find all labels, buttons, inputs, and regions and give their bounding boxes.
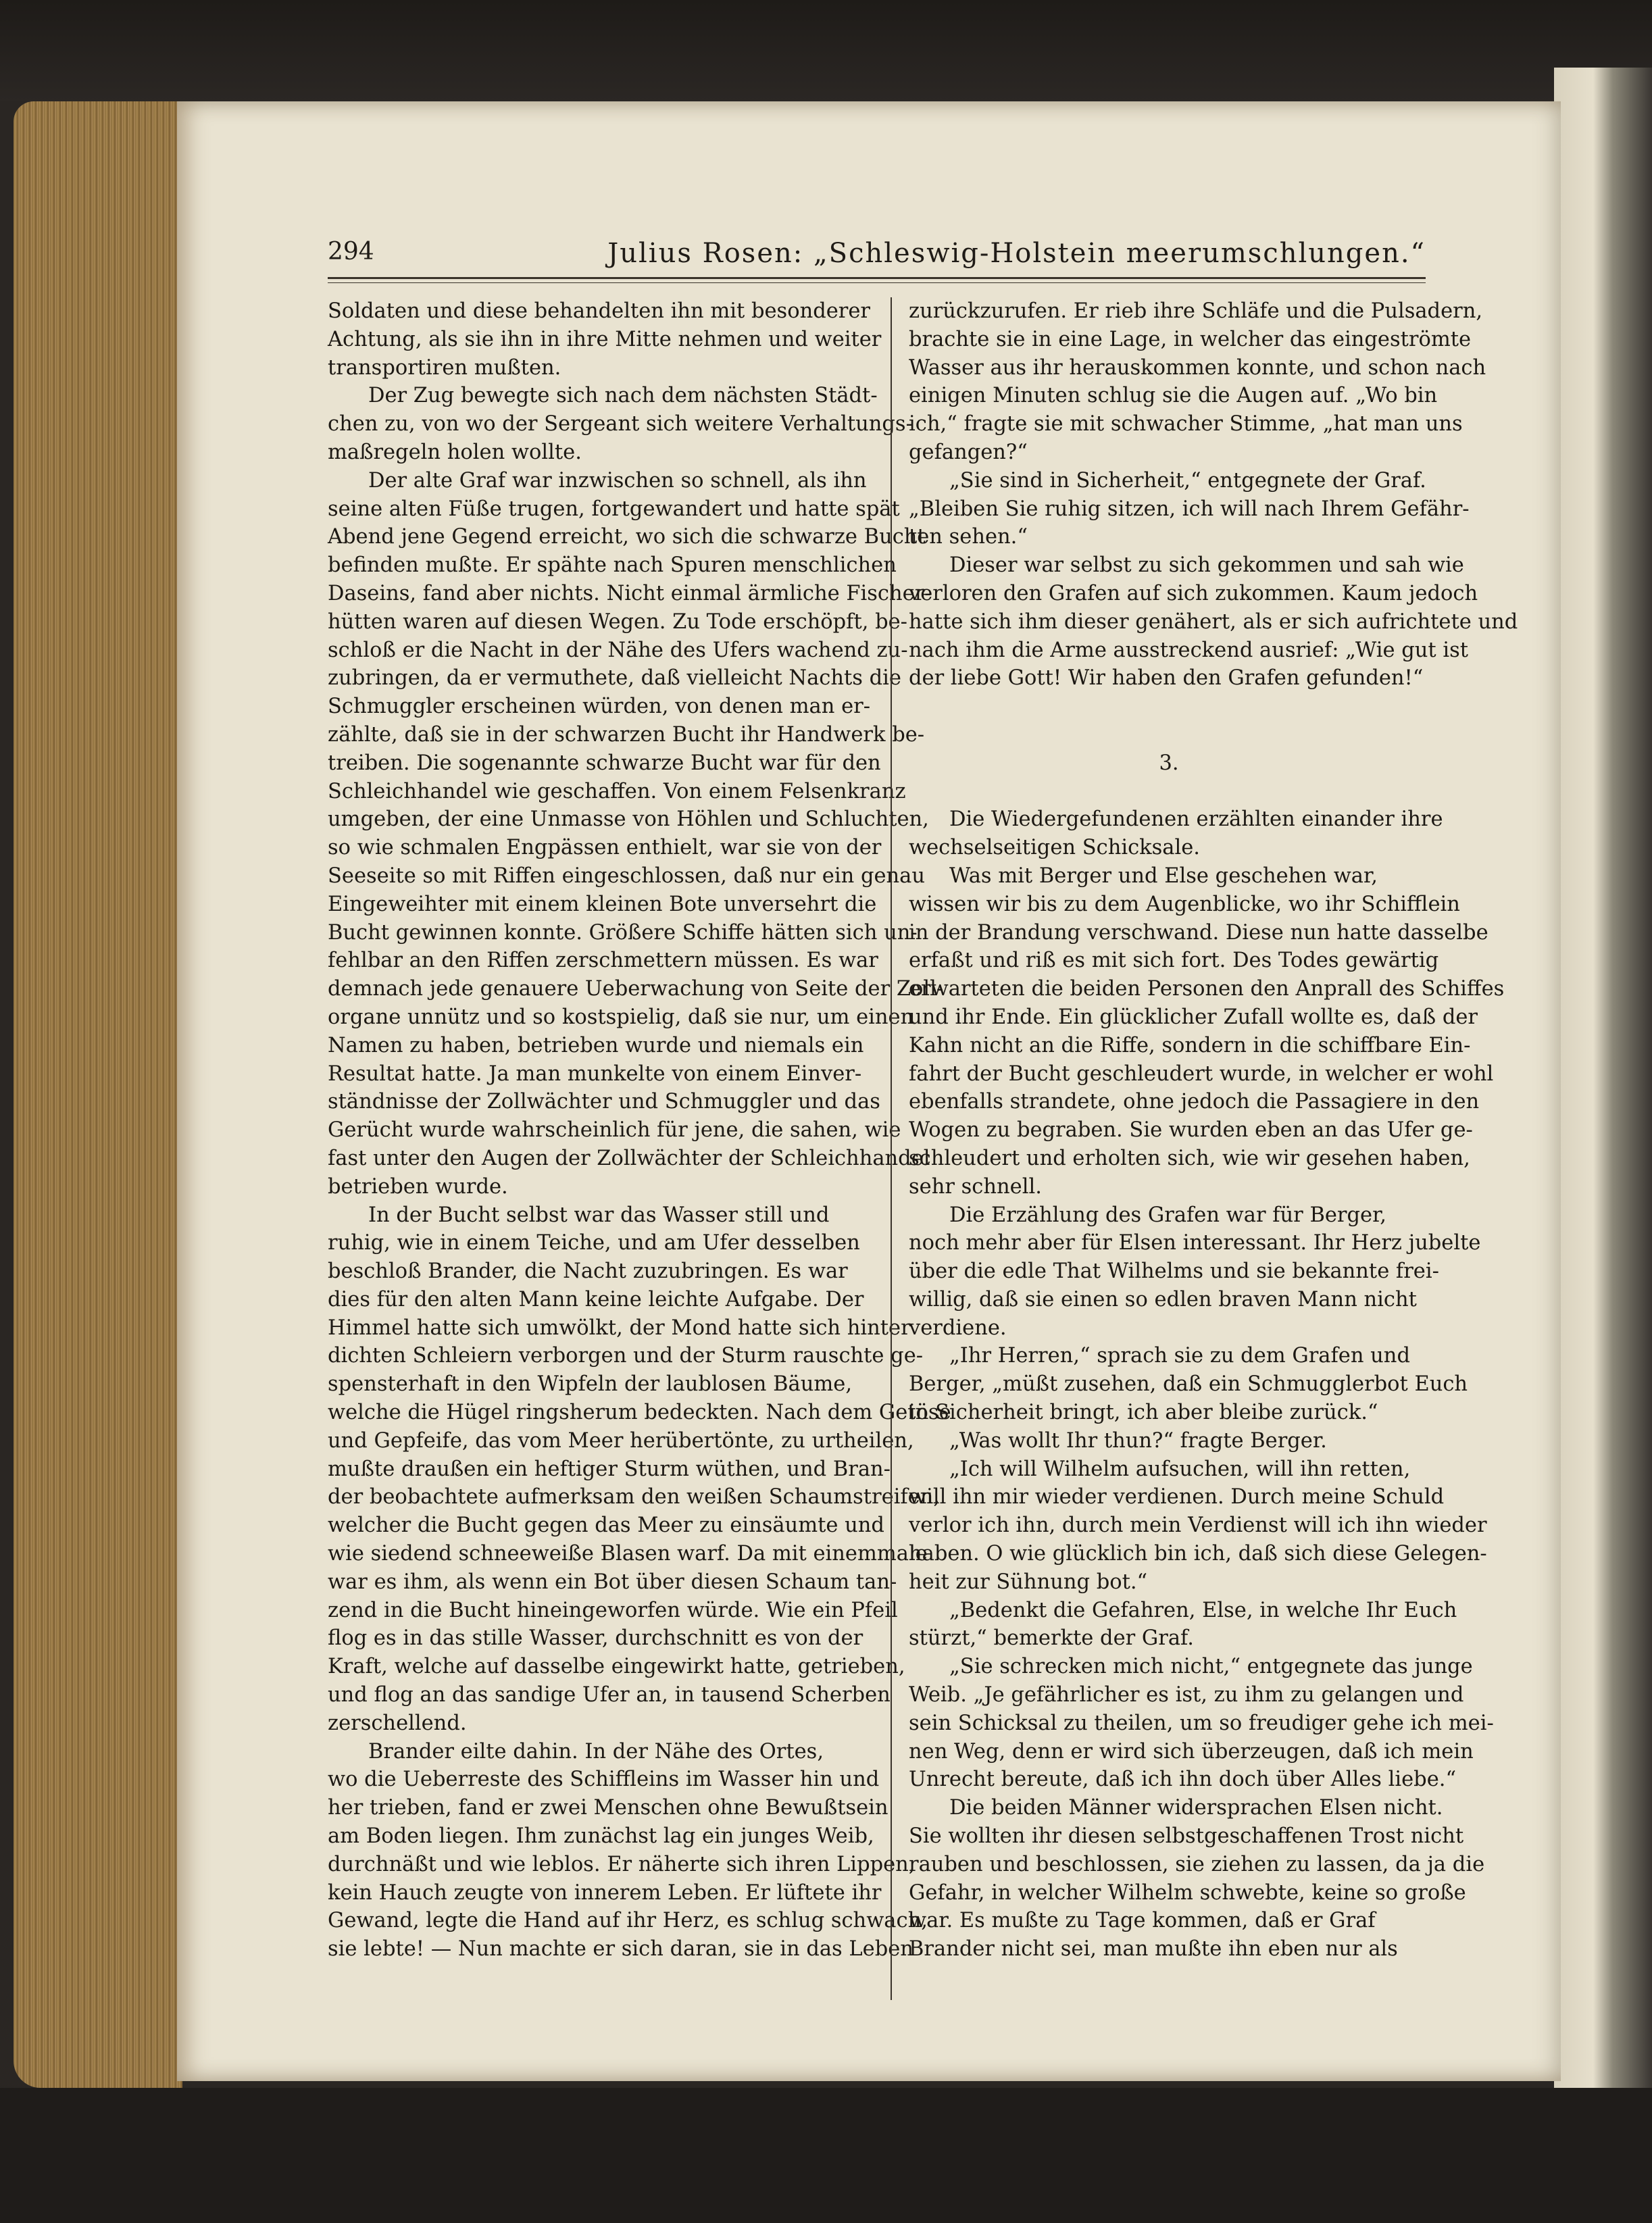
text-line: Unrecht bereute, daß ich ihn doch über Alles liebe.“ — [909, 1768, 1457, 1792]
text-line: befinden mußte. Er spähte nach Spuren menschlichen — [328, 553, 897, 578]
text-line: willig, daß sie einen so edlen braven Mann nicht — [909, 1287, 1417, 1312]
text-line: der beobachtete aufmerksam den weißen Schaumstreifen, — [328, 1485, 941, 1509]
text-line: einigen Minuten schlug sie die Augen auf. „Wo bin — [909, 384, 1438, 408]
text-line: Wasser aus ihr herauskommen konnte, und schon nach — [909, 355, 1486, 380]
text-line: beschloß Brander, die Nacht zuzubringen. Es war — [328, 1259, 848, 1284]
text-line: gefangen?“ — [909, 440, 1028, 464]
text-line: umgeben, der eine Unmasse von Höhlen und Schluchten, — [328, 807, 929, 832]
left-column — [328, 297, 951, 1964]
text-line: schleudert und erholten sich, wie wir gesehen haben, — [909, 1146, 1470, 1170]
text-line: verdiene. — [909, 1316, 1007, 1340]
text-line: war es ihm, als wenn ein Bot über diesen Schaum tan- — [328, 1570, 897, 1594]
text-line: Kraft, welche auf dasselbe eingewirkt hatte, getrieben, — [328, 1655, 905, 1679]
text-line: Himmel hatte sich umwölkt, der Mond hatte sich hinter — [328, 1316, 911, 1340]
text-line: Die Erzählung des Grafen war für Berger, — [949, 1203, 1386, 1227]
text-line: Sie wollten ihr diesen selbstgeschaffenen Trost nicht — [909, 1824, 1464, 1849]
text-line: Die beiden Männer widersprachen Elsen nicht. — [949, 1796, 1443, 1820]
text-line: zerschellend. — [328, 1711, 467, 1735]
text-line: ständnisse der Zollwächter und Schmuggler und das — [328, 1090, 880, 1114]
text-line: transportiren mußten. — [328, 355, 561, 380]
text-line: „Ich will Wilhelm aufsuchen, will ihn retten, — [949, 1457, 1411, 1481]
text-line: spensterhaft in den Wipfeln der laublosen Bäume, — [328, 1372, 853, 1397]
text-line: treiben. Die sogenannte schwarze Bucht war für den — [328, 751, 881, 775]
text-line: ich,“ fragte sie mit schwacher Stimme, „hat man uns — [909, 412, 1463, 436]
text-line: zend in die Bucht hineingeworfen würde. Wie ein Pfeil — [328, 1598, 898, 1622]
page-header — [328, 238, 1426, 272]
page-number: 294 — [328, 238, 374, 266]
text-line: Gerücht wurde wahrscheinlich für jene, die sahen, wie — [328, 1118, 901, 1143]
book-page-edges — [14, 101, 182, 2088]
text-line: Weib. „Je gefährlicher es ist, zu ihm zu gelangen und — [909, 1683, 1464, 1707]
text-line: ruhig, wie in einem Teiche, und am Ufer desselben — [328, 1231, 860, 1255]
text-line: Dieser war selbst zu sich gekommen und sah wie — [949, 553, 1464, 578]
header-rule-thin — [328, 282, 1426, 283]
text-line: „Bleiben Sie ruhig sitzen, ich will nach Ihrem Gefähr- — [909, 497, 1470, 521]
text-line: demnach jede genauere Ueberwachung von Seite der Zoll- — [328, 977, 944, 1001]
text-line: Schmuggler erscheinen würden, von denen man er- — [328, 695, 871, 719]
text-line: Brander nicht sei, man mußte ihn eben nur als — [909, 1937, 1398, 1962]
text-line: und flog an das sandige Ufer an, in tausend Scherben — [328, 1683, 891, 1707]
scan-backdrop-bottom — [0, 2088, 1652, 2223]
text-line: und Gepfeife, das vom Meer herübertönte, zu urtheilen, — [328, 1428, 914, 1453]
text-line: Seeseite so mit Riffen eingeschlossen, daß nur ein genau — [328, 864, 925, 888]
text-line: „Was wollt Ihr thun?“ fragte Berger. — [949, 1428, 1327, 1453]
text-line: heit zur Sühnung bot.“ — [909, 1570, 1148, 1594]
text-line: welche die Hügel ringsherum bedeckten. Nach dem Getöse — [328, 1401, 951, 1425]
text-line: kein Hauch zeugte von innerem Leben. Er lüftete ihr — [328, 1880, 882, 1905]
text-line: Eingeweihter mit einem kleinen Bote unversehrt die — [328, 892, 877, 916]
scan-backdrop-top — [0, 0, 1652, 101]
text-line: Der Zug bewegte sich nach dem nächsten Städt- — [368, 384, 878, 408]
text-line: durchnäßt und wie leblos. Er näherte sich ihren Lippen, — [328, 1852, 916, 1876]
text-line: dichten Schleiern verborgen und der Sturm rauschte ge- — [328, 1344, 924, 1368]
text-line: hatte sich ihm dieser genähert, als er sich aufrichtete und — [909, 609, 1518, 634]
text-line: nach ihm die Arme ausstreckend ausrief: „Wie gut ist — [909, 638, 1468, 662]
text-line: am Boden liegen. Ihm zunächst lag ein junges Weib, — [328, 1824, 874, 1849]
text-line: war. Es mußte zu Tage kommen, daß er Graf — [909, 1909, 1376, 1933]
text-line: organe unnütz und so kostspielig, daß sie nur, um einen — [328, 1005, 914, 1029]
column-divider — [891, 297, 892, 2000]
section-heading: 3. — [1159, 751, 1179, 775]
text-line: Bucht gewinnen konnte. Größere Schiffe hätten sich un- — [328, 920, 918, 945]
text-line: chen zu, von wo der Sergeant sich weitere Verhaltungs- — [328, 412, 913, 436]
text-line: Soldaten und diese behandelten ihn mit besonderer — [328, 299, 870, 323]
text-line — [909, 721, 1429, 749]
text-line: „Sie sind in Sicherheit,“ entgegnete der Graf. — [949, 468, 1426, 493]
text-line: in der Brandung verschwand. Diese nun hatte dasselbe — [909, 920, 1488, 945]
text-line: haben. O wie glücklich bin ich, daß sich diese Gelegen- — [909, 1542, 1487, 1566]
text-line: zurückzurufen. Er rieb ihre Schläfe und die Pulsadern, — [909, 299, 1483, 323]
text-line: Gewand, legte die Hand auf ihr Herz, es schlug schwach, — [328, 1909, 928, 1933]
text-line: schloß er die Nacht in der Nähe des Ufers wachend zu- — [328, 638, 908, 662]
text-line: Abend jene Gegend erreicht, wo sich die schwarze Bucht — [328, 525, 926, 549]
text-line: in Sicherheit bringt, ich aber bleibe zurück.“ — [909, 1401, 1378, 1425]
text-line: „Bedenkt die Gefahren, Else, in welche Ihr Euch — [949, 1598, 1457, 1622]
text-line: hütten waren auf diesen Wegen. Zu Tode erschöpft, be- — [328, 609, 907, 634]
text-line: brachte sie in eine Lage, in welcher das eingeströmte — [909, 327, 1472, 351]
text-line: wechselseitigen Schicksale. — [909, 836, 1200, 860]
text-line: will ihn mir wieder verdienen. Durch meine Schuld — [909, 1485, 1445, 1509]
text-line: dies für den alten Mann keine leichte Aufgabe. Der — [328, 1287, 864, 1312]
text-line: wie siedend schneeweiße Blasen warf. Da mit einemmale — [328, 1542, 928, 1566]
text-line: wo die Ueberreste des Schiffleins im Wasser hin und — [328, 1768, 880, 1792]
text-line: rauben und beschlossen, sie ziehen zu lassen, da ja die — [909, 1852, 1485, 1876]
text-line: über die edle That Wilhelms und sie bekannte frei- — [909, 1259, 1439, 1284]
text-line: In der Bucht selbst war das Wasser still und — [368, 1203, 830, 1227]
text-line: Berger, „müßt zusehen, daß ein Schmugglerbot Euch — [909, 1372, 1468, 1397]
book-right-edge — [1554, 68, 1652, 2088]
text-line: Der alte Graf war inzwischen so schnell, als ihn — [368, 468, 867, 493]
text-line — [909, 693, 1429, 721]
text-line: seine alten Füße trugen, fortgewandert und hatte spät — [328, 497, 900, 521]
text-line: nen Weg, denn er wird sich überzeugen, daß ich mein — [909, 1739, 1474, 1764]
text-line: fast unter den Augen der Zollwächter der Schleichhandel — [328, 1146, 930, 1170]
text-line: so wie schmalen Engpässen enthielt, war sie von der — [328, 836, 882, 860]
text-line: noch mehr aber für Elsen interessant. Ihr Herz jubelte — [909, 1231, 1481, 1255]
text-line: Schleichhandel wie geschaffen. Von einem Felsenkranz — [328, 779, 906, 803]
text-line: und ihr Ende. Ein glücklicher Zufall wollte es, daß der — [909, 1005, 1478, 1029]
text-line: der liebe Gott! Wir haben den Grafen gefunden!“ — [909, 666, 1424, 691]
text-line: ten sehen.“ — [909, 525, 1028, 549]
text-line: Gefahr, in welcher Wilhelm schwebte, keine so große — [909, 1880, 1466, 1905]
text-line: erwarteten die beiden Personen den Anprall des Schiffes — [909, 977, 1505, 1001]
running-title: Julius Rosen: „Schleswig-Holstein meerumschlungen.“ — [607, 238, 1426, 269]
header-rule — [328, 277, 1426, 279]
text-line: verloren den Grafen auf sich zukommen. Kaum jedoch — [909, 581, 1478, 605]
text-line: flog es in das stille Wasser, durchschnitt es von der — [328, 1626, 863, 1651]
text-line: welcher die Bucht gegen das Meer zu einsäumte und — [328, 1514, 884, 1538]
text-line: wissen wir bis zu dem Augenblicke, wo ihr Schifflein — [909, 892, 1460, 916]
text-line: betrieben wurde. — [328, 1174, 508, 1199]
text-line: Daseins, fand aber nichts. Nicht einmal ärmliche Fischer- — [328, 581, 932, 605]
text-line: Resultat hatte. Ja man munkelte von einem Einver- — [328, 1061, 862, 1086]
text-line: fahrt der Bucht geschleudert wurde, in welcher er wohl — [909, 1061, 1494, 1086]
text-line: erfaßt und riß es mit sich fort. Des Todes gewärtig — [909, 949, 1439, 973]
text-line — [909, 778, 1429, 806]
text-line: Achtung, als sie ihn in ihre Mitte nehmen und weiter — [328, 327, 882, 351]
text-line: „Ihr Herren,“ sprach sie zu dem Grafen und — [949, 1344, 1410, 1368]
text-line: „Sie schrecken mich nicht,“ entgegnete das junge — [949, 1655, 1473, 1679]
text-line: sehr schnell. — [909, 1174, 1042, 1199]
text-line: Die Wiedergefundenen erzählten einander ihre — [949, 807, 1443, 832]
text-line: Brander eilte dahin. In der Nähe des Ortes, — [368, 1739, 824, 1764]
text-line: zubringen, da er vermuthete, daß vielleicht Nachts die — [328, 666, 901, 691]
right-column — [909, 297, 1518, 1964]
text-line: her trieben, fand er zwei Menschen ohne Bewußtsein — [328, 1796, 888, 1820]
text-line: fehlbar an den Riffen zerschmettern müssen. Es war — [328, 949, 878, 973]
text-line: sie lebte! — Nun machte er sich daran, sie in das Leben — [328, 1937, 913, 1962]
text-line: stürzt,“ bemerkte der Graf. — [909, 1626, 1194, 1651]
text-line: Kahn nicht an die Riffe, sondern in die schiffbare Ein- — [909, 1033, 1471, 1057]
text-line: zählte, daß sie in der schwarzen Bucht ihr Handwerk be- — [328, 722, 925, 747]
text-line: ebenfalls strandete, ohne jedoch die Passagiere in den — [909, 1090, 1480, 1114]
text-line: Namen zu haben, betrieben wurde und niemals ein — [328, 1033, 864, 1057]
text-line: mußte draußen ein heftiger Sturm wüthen, und Bran- — [328, 1457, 891, 1481]
text-line: Wogen zu begraben. Sie wurden eben an das Ufer ge- — [909, 1118, 1473, 1143]
text-line: maßregeln holen wollte. — [328, 440, 582, 464]
text-line: verlor ich ihn, durch mein Verdienst will ich ihn wieder — [909, 1514, 1487, 1538]
text-line: Was mit Berger und Else geschehen war, — [949, 864, 1378, 888]
text-line: sein Schicksal zu theilen, um so freudiger gehe ich mei- — [909, 1711, 1494, 1735]
